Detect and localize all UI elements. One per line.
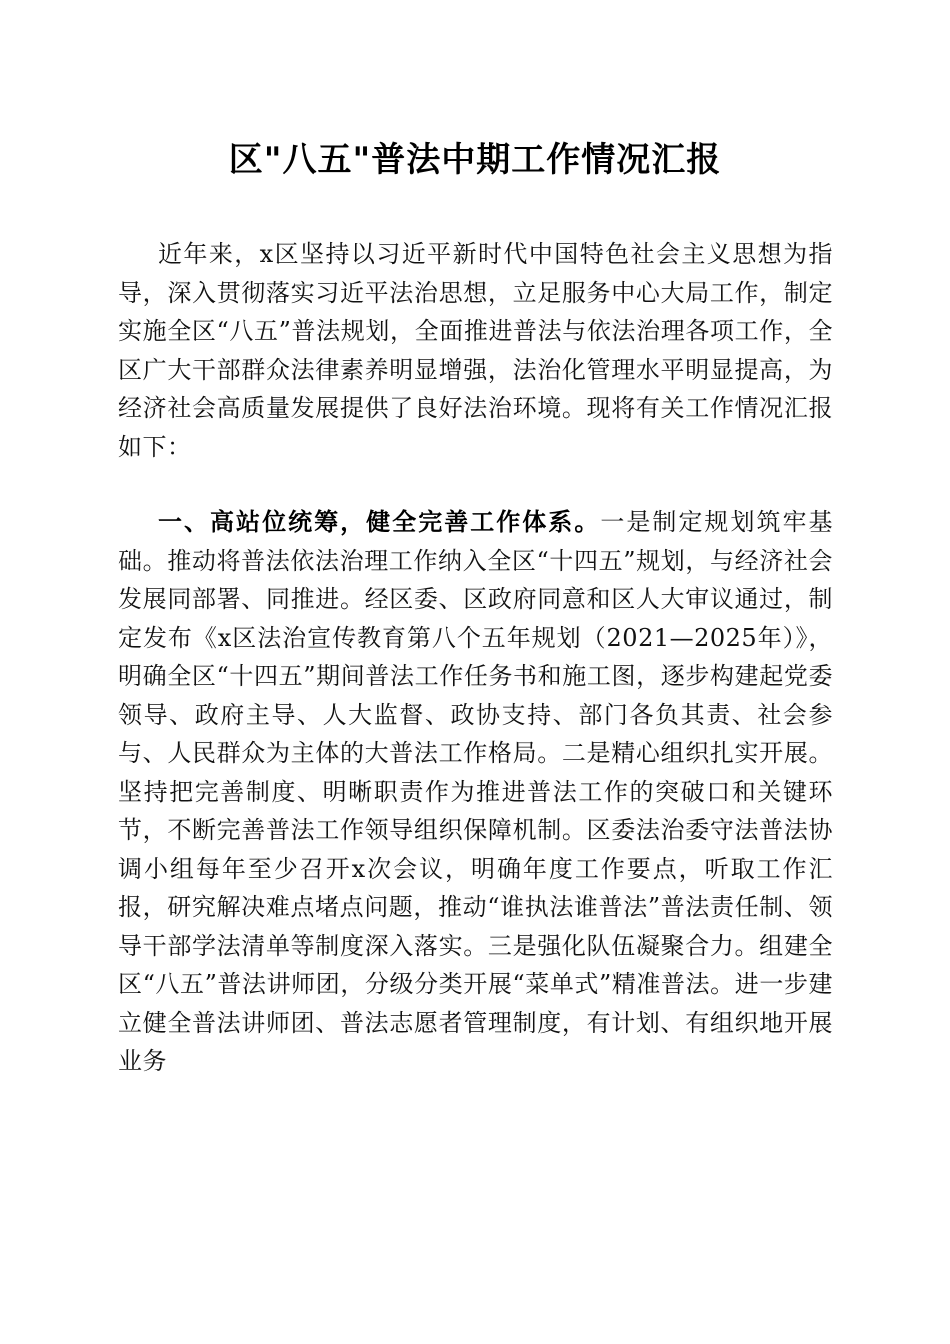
section-1-text: 一是制定规划筑牢基础。推动将普法依法治理工作纳入全区“十四五”规划，与经济社会发展同部署、同推进。经区委、区政府同意和区人大审议通过，制定发布《x区法治宣传教育第八个五年规划（2021—2025年）》，明确全区“十四五”期间普法工作任务书和施工图，逐步构建起党委领导、政府主导、人大监督、政协支持、部门各负其责、社会参与、人民群众为主体的大普法工作格局。二是精心组织扎实开展。坚持把完善制度、明晰职责作为推进普法工作的突破口和关键环节，不断完善普法工作领导组织保障机制。区委法治委守法普法协调小组每年至少召开x次会议，明确年度工作要点，听取工作汇报，研究解决难点堵点问题，推动“谁执法谁普法”普法责任制、领导干部学法清单等制度深入落实。三是强化队伍凝聚合力。组建全区“八五”普法讲师团，分级分类开展“菜单式”精准普法。进一步建立健全普法讲师团、普法志愿者管理制度，有计划、有组织地开展业务	[118, 508, 834, 1075]
document-title: 区"八五"普法中期工作情况汇报	[228, 140, 722, 180]
section-1-heading: 一、高站位统筹，健全完善工作体系。	[158, 508, 601, 536]
intro-paragraph: 近年来，x区坚持以习近平新时代中国特色社会主义思想为指导，深入贯彻落实习近平法治思想，立足服务中心大局工作，制定实施全区“八五”普法规划，全面推进普法与依法治理各项工作，全区广大干部群众法律素养明显增强，法治化管理水平明显提高，为经济社会高质量发展提供了良好法治环境。现将有关工作情况汇报如下：	[118, 240, 833, 461]
section-1-paragraph	[118, 503, 833, 1081]
